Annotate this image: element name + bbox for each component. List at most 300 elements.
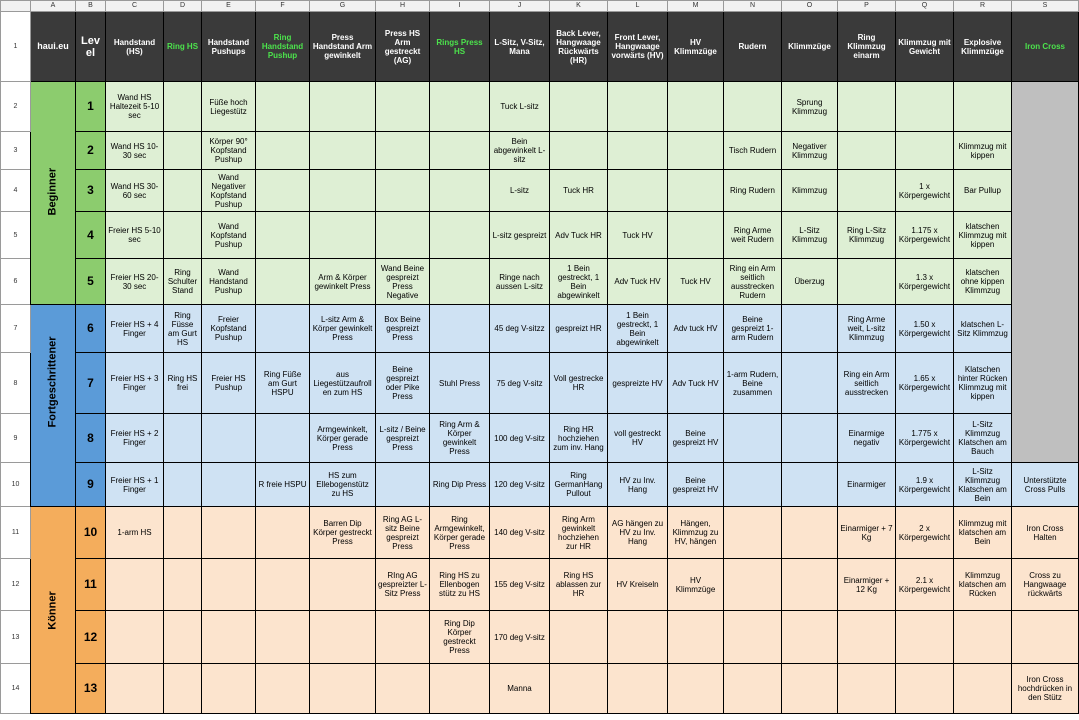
exercise-cell[interactable]: Ring Arme weit Rudern (724, 212, 782, 259)
exercise-cell[interactable] (430, 212, 490, 259)
exercise-cell[interactable]: 1.9 x Körpergewicht (896, 463, 954, 507)
level-cell[interactable]: 11 (76, 559, 106, 611)
exercise-cell[interactable]: Tuck HR (550, 170, 608, 212)
exercise-cell[interactable]: 170 deg V-sitz (490, 611, 550, 664)
exercise-cell[interactable] (896, 664, 954, 714)
exercise-cell[interactable]: Einarmiger (838, 463, 896, 507)
exercise-cell[interactable]: 1.50 x Körpergewicht (896, 305, 954, 353)
exercise-cell[interactable]: aus Liegestützaufroll en zum HS (310, 353, 376, 414)
exercise-cell[interactable]: Bein abgewinkelt L-sitz (490, 132, 550, 170)
exercise-cell[interactable]: 1 Bein gestreckt, 1 Bein abgewinkelt (608, 305, 668, 353)
exercise-cell[interactable]: HV Kreiseln (608, 559, 668, 611)
exercise-cell[interactable] (668, 82, 724, 132)
iron-cross-cell[interactable]: Iron Cross Halten (1012, 507, 1079, 559)
exercise-cell[interactable]: Ring Arm gewinkelt hochziehen zur HR (550, 507, 608, 559)
column-letter-d[interactable]: D (164, 1, 202, 12)
exercise-cell[interactable] (430, 82, 490, 132)
exercise-cell[interactable]: RIng AG gespreizter L-Sitz Press (376, 559, 430, 611)
exercise-cell[interactable]: Ring Füsse am Gurt HS (164, 305, 202, 353)
category-text: Fortgeschrittener (46, 336, 59, 428)
exercise-cell[interactable]: Ring Füße am Gurt HSPU (256, 353, 310, 414)
exercise-cell[interactable]: Ring Schulter Stand (164, 259, 202, 305)
exercise-cell[interactable]: Beine gespreizt 1-arm Rudern (724, 305, 782, 353)
row-number[interactable]: 2 (1, 82, 31, 132)
header-cell[interactable]: Ring HS (164, 12, 202, 82)
exercise-cell[interactable] (896, 82, 954, 132)
row-number[interactable]: 9 (1, 414, 31, 463)
exercise-cell[interactable]: gespreizt HR (550, 305, 608, 353)
column-letter-k[interactable]: K (550, 1, 608, 12)
exercise-cell[interactable]: Adv Tuck HV (668, 353, 724, 414)
column-letter-b[interactable]: B (76, 1, 106, 12)
level-cell[interactable]: 10 (76, 507, 106, 559)
exercise-cell[interactable] (310, 611, 376, 664)
level-cell[interactable]: 13 (76, 664, 106, 714)
exercise-cell[interactable]: L-sitz / Beine gespreizt Press (376, 414, 430, 463)
level-cell[interactable]: 4 (76, 212, 106, 259)
exercise-cell[interactable]: Freier HS 20-30 sec (106, 259, 164, 305)
exercise-cell[interactable] (782, 305, 838, 353)
exercise-cell[interactable] (310, 559, 376, 611)
exercise-cell[interactable] (256, 132, 310, 170)
exercise-cell[interactable] (202, 611, 256, 664)
exercise-cell[interactable]: Ring HS ablassen zur HR (550, 559, 608, 611)
row-number[interactable]: 8 (1, 353, 31, 414)
exercise-cell[interactable]: 1 x Körpergewicht (896, 170, 954, 212)
exercise-cell[interactable] (608, 170, 668, 212)
exercise-cell[interactable]: Negativer Klimmzug (782, 132, 838, 170)
exercise-cell[interactable] (256, 507, 310, 559)
exercise-cell[interactable]: Ring Dip Press (430, 463, 490, 507)
exercise-cell[interactable] (256, 170, 310, 212)
exercise-cell[interactable] (376, 664, 430, 714)
exercise-cell[interactable]: Freier HS + 1 Finger (106, 463, 164, 507)
exercise-cell[interactable]: 1 Bein gestreckt, 1 Bein abgewinkelt (550, 259, 608, 305)
exercise-cell[interactable] (668, 611, 724, 664)
exercise-cell[interactable]: Tuck HV (668, 259, 724, 305)
header-cell[interactable]: Press HS Arm gestreckt (AG) (376, 12, 430, 82)
exercise-cell[interactable] (838, 82, 896, 132)
header-cell[interactable]: Handstand Pushups (202, 12, 256, 82)
exercise-cell[interactable]: 120 deg V-sitz (490, 463, 550, 507)
column-letter-o[interactable]: O (782, 1, 838, 12)
header-cell[interactable]: haui.eu (31, 12, 76, 82)
column-letter-n[interactable]: N (724, 1, 782, 12)
exercise-cell[interactable] (608, 82, 668, 132)
exercise-cell[interactable] (430, 259, 490, 305)
exercise-cell[interactable] (164, 559, 202, 611)
exercise-cell[interactable] (724, 611, 782, 664)
exercise-cell[interactable] (256, 414, 310, 463)
iron-cross-cell[interactable] (1012, 611, 1079, 664)
category-label[interactable] (31, 507, 76, 714)
exercise-cell[interactable]: Sprung Klimmzug (782, 82, 838, 132)
exercise-cell[interactable] (550, 82, 608, 132)
table-row (1, 82, 1079, 132)
row-number[interactable]: 11 (1, 507, 31, 559)
exercise-cell[interactable] (202, 463, 256, 507)
exercise-cell[interactable]: Wand Handstand Pushup (202, 259, 256, 305)
exercise-cell[interactable]: Freier Kopfstand Pushup (202, 305, 256, 353)
exercise-cell[interactable] (202, 507, 256, 559)
exercise-cell[interactable] (608, 611, 668, 664)
row-number[interactable]: 1 (1, 12, 31, 82)
exercise-cell[interactable]: 2.1 x Körpergewicht (896, 559, 954, 611)
iron-cross-empty-block[interactable] (1012, 82, 1079, 463)
exercise-cell[interactable] (256, 305, 310, 353)
exercise-cell[interactable]: L-Sitz Klimmzug Klatschen am Bauch (954, 414, 1012, 463)
exercise-cell[interactable]: 100 deg V-sitz (490, 414, 550, 463)
exercise-cell[interactable]: Einarmige negativ (838, 414, 896, 463)
exercise-cell[interactable] (376, 212, 430, 259)
exercise-cell[interactable]: Barren Dip Körper gestreckt Press (310, 507, 376, 559)
exercise-cell[interactable] (724, 463, 782, 507)
exercise-cell[interactable]: Voll gestrecke HR (550, 353, 608, 414)
exercise-cell[interactable] (256, 259, 310, 305)
exercise-cell[interactable]: 75 deg V-sitz (490, 353, 550, 414)
exercise-cell[interactable] (310, 82, 376, 132)
exercise-cell[interactable]: Ring Arm & Körper gewinkelt Press (430, 414, 490, 463)
exercise-cell[interactable]: 140 deg V-sitz (490, 507, 550, 559)
iron-cross-cell[interactable]: Iron Cross hochdrücken in den Stütz (1012, 664, 1079, 714)
exercise-cell[interactable] (838, 132, 896, 170)
column-letter-p[interactable]: P (838, 1, 896, 12)
exercise-cell[interactable]: gespreizte HV (608, 353, 668, 414)
exercise-cell[interactable]: Ring Arme weit, L-sitz Klimmzug (838, 305, 896, 353)
exercise-cell[interactable]: Ring HS frei (164, 353, 202, 414)
exercise-cell[interactable]: Ring AG L-sitz Beine gespreizt Press (376, 507, 430, 559)
exercise-cell[interactable]: R freie HSPU (256, 463, 310, 507)
exercise-cell[interactable]: AG hängen zu HV zu Inv. Hang (608, 507, 668, 559)
exercise-cell[interactable] (164, 664, 202, 714)
category-label[interactable] (31, 82, 76, 305)
exercise-cell[interactable]: Klimmzug (782, 170, 838, 212)
exercise-cell[interactable]: 1-arm HS (106, 507, 164, 559)
exercise-cell[interactable] (954, 664, 1012, 714)
header-cell[interactable]: Klimmzüge (782, 12, 838, 82)
exercise-cell[interactable]: L-Sitz Klimmzug (782, 212, 838, 259)
exercise-cell[interactable]: klatschen ohne kippen Klimmzug (954, 259, 1012, 305)
exercise-cell[interactable] (668, 212, 724, 259)
exercise-cell[interactable] (896, 132, 954, 170)
table-row (1, 353, 1079, 414)
exercise-cell[interactable] (896, 611, 954, 664)
header-cell[interactable]: Iron Cross (1012, 12, 1079, 82)
exercise-cell[interactable] (668, 170, 724, 212)
exercise-cell[interactable]: Beine gespreizt oder Pike Press (376, 353, 430, 414)
exercise-cell[interactable]: Ring GermanHang Pullout (550, 463, 608, 507)
exercise-cell[interactable]: klatschen L-Sitz Klimmzug (954, 305, 1012, 353)
exercise-cell[interactable] (838, 170, 896, 212)
exercise-cell[interactable]: 1.775 x Körpergewicht (896, 414, 954, 463)
row-number[interactable]: 10 (1, 463, 31, 507)
exercise-cell[interactable] (430, 305, 490, 353)
exercise-cell[interactable] (256, 611, 310, 664)
exercise-cell[interactable] (106, 611, 164, 664)
column-letter-row (1, 1, 1079, 12)
header-cell[interactable]: Handstand (HS) (106, 12, 164, 82)
exercise-cell[interactable]: Ring Rudern (724, 170, 782, 212)
exercise-cell[interactable] (668, 132, 724, 170)
column-letter-e[interactable]: E (202, 1, 256, 12)
level-cell[interactable]: 3 (76, 170, 106, 212)
exercise-cell[interactable]: Ringe nach aussen L-sitz (490, 259, 550, 305)
exercise-cell[interactable]: Klatschen hinter Rücken Klimmzug mit kippen (954, 353, 1012, 414)
exercise-cell[interactable] (164, 132, 202, 170)
exercise-cell[interactable] (838, 611, 896, 664)
exercise-cell[interactable]: Ring ein Arm seitlich ausstrecken (838, 353, 896, 414)
exercise-cell[interactable]: Tuck HV (608, 212, 668, 259)
exercise-cell[interactable] (782, 353, 838, 414)
exercise-cell[interactable] (164, 82, 202, 132)
exercise-cell[interactable]: L-Sitz Klimmzug Klatschen am Bein (954, 463, 1012, 507)
exercise-cell[interactable]: HV zu Inv. Hang (608, 463, 668, 507)
table-row (1, 259, 1079, 305)
exercise-cell[interactable] (782, 414, 838, 463)
corner-cell[interactable] (1, 1, 31, 12)
exercise-cell[interactable] (164, 611, 202, 664)
exercise-cell[interactable] (202, 559, 256, 611)
header-row (1, 12, 1079, 82)
exercise-cell[interactable]: Wand Kopfstand Pushup (202, 212, 256, 259)
column-letter-h[interactable]: H (376, 1, 430, 12)
exercise-cell[interactable]: 45 deg V-sitzz (490, 305, 550, 353)
exercise-cell[interactable] (202, 664, 256, 714)
exercise-cell[interactable]: L-sitz (490, 170, 550, 212)
column-letter-a[interactable]: A (31, 1, 76, 12)
exercise-cell[interactable]: Beine gespreizt HV (668, 414, 724, 463)
exercise-cell[interactable]: Ring ein Arm seitlich ausstrecken Rudern (724, 259, 782, 305)
exercise-cell[interactable] (954, 611, 1012, 664)
exercise-cell[interactable]: Überzug (782, 259, 838, 305)
exercise-cell[interactable] (724, 82, 782, 132)
exercise-cell[interactable]: Freier HS + 4 Finger (106, 305, 164, 353)
exercise-cell[interactable]: Klimmzug mit klatschen am Bein (954, 507, 1012, 559)
exercise-cell[interactable]: Bar Pullup (954, 170, 1012, 212)
exercise-cell[interactable]: Beine gespreizt HV (668, 463, 724, 507)
exercise-cell[interactable] (430, 132, 490, 170)
exercise-cell[interactable] (376, 82, 430, 132)
exercise-cell[interactable]: Wand HS 30-60 sec (106, 170, 164, 212)
level-cell[interactable]: 8 (76, 414, 106, 463)
exercise-cell[interactable]: Adv Tuck HR (550, 212, 608, 259)
column-letter-i[interactable]: I (430, 1, 490, 12)
exercise-cell[interactable] (202, 414, 256, 463)
level-cell[interactable]: 2 (76, 132, 106, 170)
exercise-cell[interactable] (376, 170, 430, 212)
exercise-cell[interactable] (724, 664, 782, 714)
exercise-cell[interactable] (164, 414, 202, 463)
exercise-cell[interactable]: Tuck L-sitz (490, 82, 550, 132)
exercise-cell[interactable] (550, 664, 608, 714)
exercise-cell[interactable]: Klimmzug klatschen am Rücken (954, 559, 1012, 611)
table-row (1, 414, 1079, 463)
exercise-cell[interactable] (782, 463, 838, 507)
exercise-cell[interactable]: Klimmzug mit kippen (954, 132, 1012, 170)
header-cell[interactable]: Rings Press HS (430, 12, 490, 82)
row-number[interactable]: 14 (1, 664, 31, 714)
exercise-cell[interactable]: Freier HS + 2 Finger (106, 414, 164, 463)
category-text: Beginner (46, 167, 59, 215)
table-row (1, 305, 1079, 353)
column-letter-g[interactable]: G (310, 1, 376, 12)
exercise-cell[interactable]: Ring HR hochziehen zum inv. Hang (550, 414, 608, 463)
exercise-cell[interactable]: Wand HS 10-30 sec (106, 132, 164, 170)
exercise-cell[interactable] (608, 132, 668, 170)
exercise-cell[interactable] (164, 212, 202, 259)
exercise-cell[interactable] (310, 170, 376, 212)
header-cell[interactable]: Front Lever, Hangwaage vorwärts (HV) (608, 12, 668, 82)
row-number[interactable]: 7 (1, 305, 31, 353)
iron-cross-cell[interactable]: Cross zu Hangwaage rückwärts (1012, 559, 1079, 611)
column-letter-f[interactable]: F (256, 1, 310, 12)
exercise-cell[interactable]: Box Beine gespreizt Press (376, 305, 430, 353)
exercise-cell[interactable] (256, 82, 310, 132)
exercise-cell[interactable] (430, 664, 490, 714)
exercise-cell[interactable]: Stuhl Press (430, 353, 490, 414)
category-label[interactable] (31, 305, 76, 507)
row-number[interactable]: 13 (1, 611, 31, 664)
exercise-cell[interactable]: voll gestreckt HV (608, 414, 668, 463)
column-letter-m[interactable]: M (668, 1, 724, 12)
level-cell[interactable]: 12 (76, 611, 106, 664)
exercise-cell[interactable]: 155 deg V-sitz (490, 559, 550, 611)
header-cell[interactable]: Ring Klimmzug einarm (838, 12, 896, 82)
table-row (1, 463, 1079, 507)
exercise-cell[interactable]: 2 x Körpergewicht (896, 507, 954, 559)
exercise-cell[interactable] (376, 463, 430, 507)
row-number[interactable]: 4 (1, 170, 31, 212)
exercise-cell[interactable]: Körper 90° Kopfstand Pushup (202, 132, 256, 170)
iron-cross-cell[interactable]: Unterstützte Cross Pulls (1012, 463, 1079, 507)
column-letter-c[interactable]: C (106, 1, 164, 12)
row-number[interactable]: 12 (1, 559, 31, 611)
level-cell[interactable]: 7 (76, 353, 106, 414)
table-row (1, 507, 1079, 559)
header-cell[interactable]: Level (76, 12, 106, 82)
level-cell[interactable]: 6 (76, 305, 106, 353)
level-cell[interactable]: 9 (76, 463, 106, 507)
exercise-cell[interactable]: Arm & Körper gewinkelt Press (310, 259, 376, 305)
category-text: Könner (46, 590, 59, 630)
exercise-cell[interactable] (106, 664, 164, 714)
exercise-cell[interactable]: klatschen Klimmzug mit kippen (954, 212, 1012, 259)
header-cell[interactable]: L-Sitz, V-Sitz, Mana (490, 12, 550, 82)
exercise-cell[interactable]: Wand HS Haltezeit 5-10 sec (106, 82, 164, 132)
exercise-cell[interactable] (376, 132, 430, 170)
exercise-cell[interactable] (724, 414, 782, 463)
exercise-cell[interactable]: Tisch Rudern (724, 132, 782, 170)
column-letter-q[interactable]: Q (896, 1, 954, 12)
exercise-cell[interactable]: Adv Tuck HV (608, 259, 668, 305)
exercise-cell[interactable]: 1-arm Rudern, Beine zusammen (724, 353, 782, 414)
exercise-cell[interactable] (310, 132, 376, 170)
exercise-cell[interactable]: Hängen, Klimmzug zu HV, hängen (668, 507, 724, 559)
exercise-cell[interactable]: 1.3 x Körpergewicht (896, 259, 954, 305)
exercise-cell[interactable]: Ring Dip Körper gestreckt Press (430, 611, 490, 664)
exercise-cell[interactable]: HS zum Ellebogenstütz zu HS (310, 463, 376, 507)
exercise-cell[interactable] (310, 664, 376, 714)
level-cell[interactable]: 1 (76, 82, 106, 132)
exercise-cell[interactable]: Manna (490, 664, 550, 714)
exercise-cell[interactable] (782, 559, 838, 611)
exercise-cell[interactable] (164, 463, 202, 507)
table-body (1, 82, 1079, 714)
exercise-cell[interactable] (106, 559, 164, 611)
exercise-cell[interactable] (550, 132, 608, 170)
exercise-cell[interactable]: Wand Beine gespreizt Press Negative (376, 259, 430, 305)
exercise-cell[interactable] (724, 559, 782, 611)
exercise-cell[interactable] (310, 212, 376, 259)
exercise-cell[interactable] (954, 82, 1012, 132)
exercise-cell[interactable]: Wand Negativer Kopfstand Pushup (202, 170, 256, 212)
row-number[interactable]: 3 (1, 132, 31, 170)
exercise-cell[interactable]: Füße hoch Liegestütz (202, 82, 256, 132)
exercise-cell[interactable] (164, 507, 202, 559)
column-letter-s[interactable]: S (1012, 1, 1079, 12)
row-number[interactable]: 6 (1, 259, 31, 305)
column-letter-l[interactable]: L (608, 1, 668, 12)
exercise-cell[interactable] (838, 664, 896, 714)
exercise-cell[interactable] (608, 664, 668, 714)
exercise-cell[interactable]: Ring Armgewinkelt, Körper gerade Press (430, 507, 490, 559)
header-cell[interactable]: Back Lever, Hangwaage Rückwärts (HR) (550, 12, 608, 82)
exercise-cell[interactable] (838, 259, 896, 305)
exercise-cell[interactable]: Einarmiger + 12 Kg (838, 559, 896, 611)
header-cell[interactable]: Ring Handstand Pushup (256, 12, 310, 82)
exercise-cell[interactable]: 1.175 x Körpergewicht (896, 212, 954, 259)
exercise-cell[interactable]: Freier HS Pushup (202, 353, 256, 414)
exercise-cell[interactable]: Armgewinkelt, Körper gerade Press (310, 414, 376, 463)
exercise-cell[interactable] (256, 664, 310, 714)
exercise-cell[interactable]: HV Klimmzüge (668, 559, 724, 611)
level-cell[interactable]: 5 (76, 259, 106, 305)
exercise-cell[interactable]: L-sitz Arm & Körper gewinkelt Press (310, 305, 376, 353)
header-cell[interactable]: Rudern (724, 12, 782, 82)
table-row (1, 611, 1079, 664)
header-cell[interactable]: Press Handstand Arm gewinkelt (310, 12, 376, 82)
exercise-cell[interactable] (550, 611, 608, 664)
exercise-cell[interactable] (430, 170, 490, 212)
exercise-cell[interactable]: Freier HS + 3 Finger (106, 353, 164, 414)
table-row (1, 559, 1079, 611)
exercise-cell[interactable] (376, 611, 430, 664)
table-row (1, 664, 1079, 714)
exercise-cell[interactable]: Adv tuck HV (668, 305, 724, 353)
table-row (1, 132, 1079, 170)
exercise-cell[interactable]: 1.65 x Körpergewicht (896, 353, 954, 414)
exercise-cell[interactable] (782, 611, 838, 664)
header-cell[interactable]: Explosive Klimmzüge (954, 12, 1012, 82)
exercise-cell[interactable]: L-sitz gespreizt (490, 212, 550, 259)
row-number[interactable]: 5 (1, 212, 31, 259)
exercise-cell[interactable]: Ring L-Sitz Klimmzug (838, 212, 896, 259)
exercise-cell[interactable] (256, 212, 310, 259)
exercise-cell[interactable]: Ring HS zu Ellenbogen stütz zu HS (430, 559, 490, 611)
header-cell[interactable]: Klimmzug mit Gewicht (896, 12, 954, 82)
exercise-cell[interactable] (724, 507, 782, 559)
exercise-cell[interactable]: Freier HS 5-10 sec (106, 212, 164, 259)
exercise-cell[interactable] (782, 507, 838, 559)
exercise-cell[interactable] (256, 559, 310, 611)
exercise-cell[interactable] (164, 170, 202, 212)
column-letter-r[interactable]: R (954, 1, 1012, 12)
exercise-cell[interactable] (782, 664, 838, 714)
column-letter-j[interactable]: J (490, 1, 550, 12)
exercise-cell[interactable] (668, 664, 724, 714)
header-cell[interactable]: HV Klimmzüge (668, 12, 724, 82)
exercise-cell[interactable]: Einarmiger + 7 Kg (838, 507, 896, 559)
